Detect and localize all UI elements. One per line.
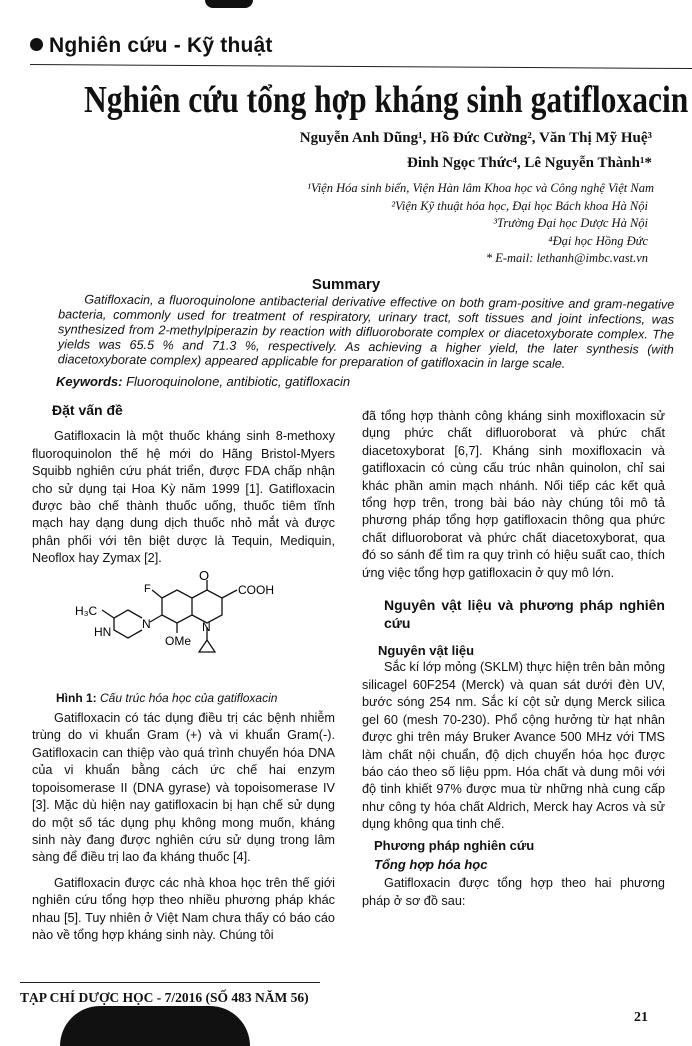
summary-heading: Summary bbox=[311, 276, 381, 293]
methyl-label: H₃C bbox=[75, 603, 98, 618]
affiliation-2: ²Viện Kỹ thuật hóa học, Đại học Bách khoa Hà Nội bbox=[391, 199, 648, 213]
figure-caption-text: Cấu trúc hóa học của gatifloxacin bbox=[96, 690, 278, 705]
figure-caption-label: Hình 1: bbox=[56, 690, 97, 705]
footer-rule bbox=[20, 982, 320, 983]
synthesis-paragraph: Gatifloxacin được tổng hợp theo hai phương pháp ở sơ đồ sau: bbox=[362, 876, 665, 908]
keywords-label: Keywords: bbox=[56, 374, 123, 389]
keywords bbox=[56, 374, 350, 389]
keywords-text: Fluoroquinolone, antibiotic, gatifloxacin bbox=[122, 374, 351, 389]
methods-subheading: Phương pháp nghiên cứu bbox=[374, 837, 535, 853]
methoxy-label: OMe bbox=[165, 633, 192, 648]
right-column bbox=[362, 408, 665, 910]
section-tag bbox=[30, 34, 273, 58]
summary-text: Gatifloxacin, a fluoroquinolone antibacterial derivative effective on both gram-positive and gram-negative bacteria, commonly used for treatment of respiratory, urinary tract, soft tissues and joint infections, was synthesized from 2-methylpiperazin by reaction with difluoroborate complex or diacetoxyborate complex. The yields was 65.5 % and 71.3 %, respectively. As achieving a higher yield, the later synthesis (with diacetoxyborate complex) appeared applicable for preparation of gatifloxacin in large scale. bbox=[57, 292, 675, 371]
scan-artifact bbox=[205, 0, 253, 8]
materials-subheading: Nguyên vật liệu bbox=[378, 643, 475, 659]
amine-label: HN bbox=[94, 624, 112, 639]
materials-paragraph: Sắc kí lớp mỏng (SKLM) thực hiện trên bản mỏng silicagel 60F254 (Merck) và quan sát dưới đèn UV, bước sóng 254 nm. Sắc kí cột sử dụng Merck silica gel 60 (mesh 70-230). Phổ cộng hưởng từ hạt nhân được ghi trên máy Bruker Avance 500 MHz với TMS làm chất nội chuẩn, độ dịch chuyển hóa học được báo cáo theo số liệu ppm. Hóa chất và dung môi với độ tinh khiết 97% được mua từ những nhà cung cấp như công ty hóa chất Aldrich, Merck hay Acros và sử dụng không qua tinh chế. bbox=[362, 660, 665, 832]
contact-email: * E-mail: lethanh@imbc.vast.vn bbox=[485, 251, 648, 265]
intro-paragraph-4: đã tổng hợp thành công kháng sinh moxifloxacin sử dụng phức chất difluoroborat và phức chất diacetoxyborat [6,7]. Kháng sinh moxifloxacin và gatifloxacin có cùng cấu trúc nhân quinolon, chỉ sai khác phần amin mạch nhánh. Nối tiếp các kết quả tổng hợp trên, trong bài báo này chúng tôi mô tả phương pháp tổng hợp gatifloxacin thông qua phức chất difluoroborat và phức chất diacetoxyborat, qua đó so sánh để tìm ra quy trình có hiệu suất cao, thích ứng việc tổng hợp gatifloxacin ở quy mô lớn. bbox=[362, 409, 665, 580]
gatifloxacin-structure bbox=[32, 570, 335, 690]
cooh-label: COOH bbox=[238, 582, 274, 597]
affiliation-3: ³Trường Đại học Dược Hà Nội bbox=[493, 216, 648, 230]
journal-footer: TẠP CHÍ DƯỢC HỌC - 7/2016 (SỐ 483 NĂM 56) bbox=[20, 990, 309, 1005]
left-column bbox=[32, 402, 335, 944]
intro-heading: Đặt vấn đề bbox=[52, 402, 123, 418]
fluoro-label: F bbox=[144, 582, 151, 595]
article-title: Nghiên cứu tổng hợp kháng sinh gatifloxacin bbox=[84, 79, 689, 121]
methods-heading: Nguyên vật liệu và phương pháp nghiên cứu bbox=[384, 597, 665, 632]
authors-line-2: Đinh Ngọc Thức⁴, Lê Nguyễn Thành¹* bbox=[406, 155, 652, 171]
synthesis-subheading: Tổng hợp hóa học bbox=[374, 856, 488, 872]
bullet-icon bbox=[30, 38, 43, 51]
scan-artifact bbox=[60, 1006, 250, 1046]
oxo-label: O bbox=[199, 569, 210, 583]
intro-paragraph-2: Gatifloxacin có tác dụng điều trị các bệnh nhiễm trùng do vi khuẩn Gram (+) và vi khuẩn Gram(-). Gatifloxacin can thiệp vào quá trình chuyển hóa DNA của vi khuẩn bằng cách ức chế hai enzym topoisomerase II (DNA gyrase) và topoisomerase IV [3]. Mặc dù hiện nay gatifloxacin bị hạn chế sử dụng do một số tác dụng phụ không mong muốn, kháng sinh này đang được nghiên cứu sử dụng trong lâm sàng để điều trị lao đa kháng thuốc [4]. bbox=[32, 711, 335, 865]
figure-caption bbox=[56, 690, 335, 707]
quinolone-n-label: N bbox=[202, 619, 211, 634]
intro-paragraph-1: Gatifloxacin là một thuốc kháng sinh 8-methoxy fluoroquinolon thế hệ mới do Hãng Bristol-Myers Squibb nghiên cứu phát triển, được FDA chấp nhận cho sử dụng tại Hoa Kỳ năm 1999 [1]. Gatifloxacin được bào chế thành thuốc uống, thuốc tiêm tĩnh mạch hay dạng dung dịch thuốc nhỏ mắt và được phân phối với tên biệt dược là Tequin, Mediquin, Neoflox hay Zymax [2]. bbox=[32, 429, 335, 566]
affiliation-1: ¹Viện Hóa sinh biển, Viện Hàn lâm Khoa học và Công nghệ Việt Nam bbox=[307, 181, 654, 195]
piperazine-n-label: N bbox=[142, 616, 151, 631]
section-tag-text: Nghiên cứu - Kỹ thuật bbox=[49, 34, 273, 57]
page-number: 21 bbox=[634, 1010, 648, 1025]
intro-paragraph-3: Gatifloxacin được các nhà khoa học trên thế giới nghiên cứu tổng hợp theo nhiều phương pháp khác nhau [5]. Tuy nhiên ở Việt Nam chưa thấy có báo cáo nào về tổng hợp kháng sinh này. Chúng tôi bbox=[32, 875, 335, 942]
header-rule bbox=[30, 64, 692, 69]
affiliation-4: ⁴Đại học Hồng Đức bbox=[548, 234, 648, 248]
authors-line-1: Nguyễn Anh Dũng¹, Hồ Đức Cường², Văn Thị Mỹ Huệ³ bbox=[299, 130, 652, 146]
